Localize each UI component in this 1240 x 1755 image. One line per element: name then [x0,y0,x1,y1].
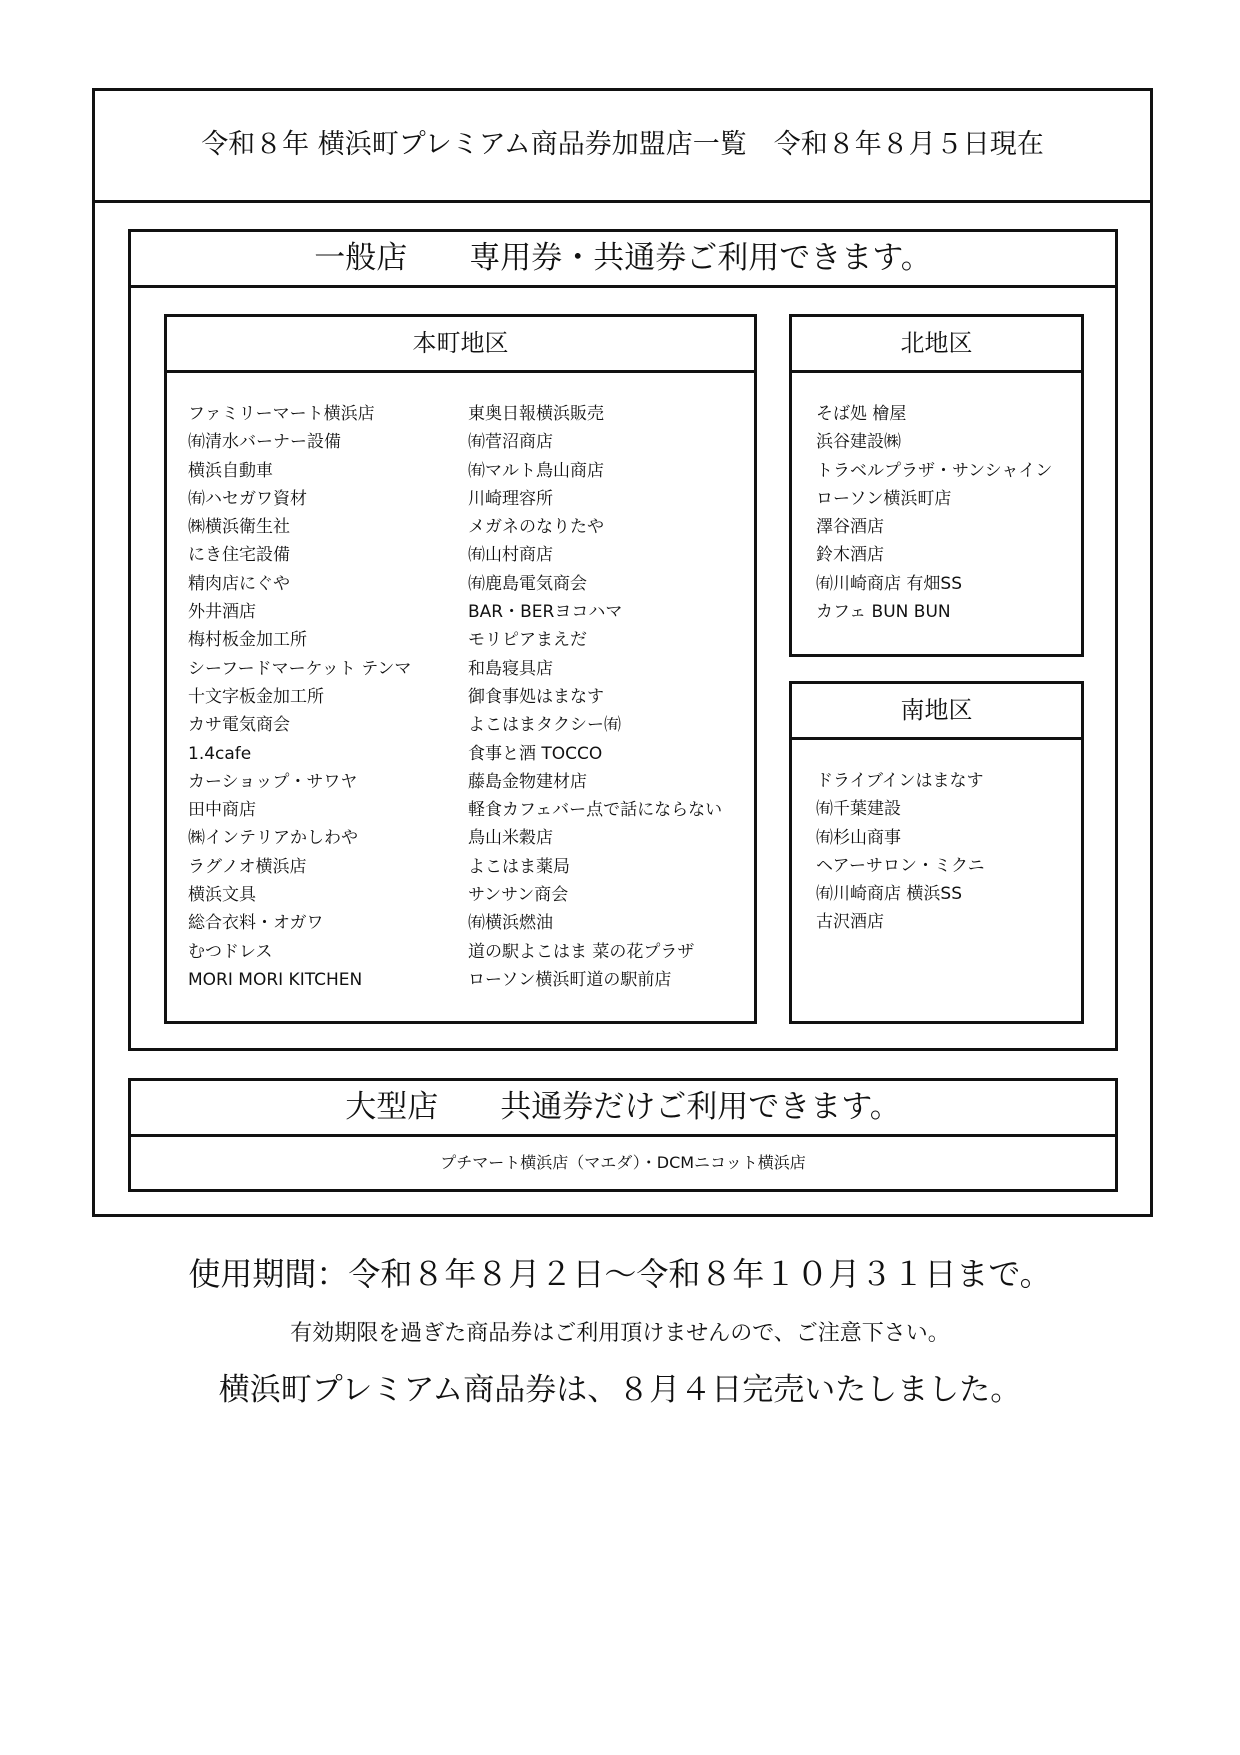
sold-out-note: 横浜町プレミアム商品券は、８月４日完売いたしました。 [218,1372,1022,1408]
shop-list-item: ㈱インテリアかしわや [188,828,358,849]
north-district-heading: 北地区 [900,329,973,357]
shop-list-item: 御食事処はまなす [468,686,604,707]
shop-list-item: 総合衣料・オガワ [188,913,324,934]
large-stores-heading: 大型店 共通券だけご利用できます。 [345,1089,901,1125]
shop-list-item: よこはまタクシー㈲ [468,715,621,736]
main-district-shop-list-left [188,400,458,994]
shop-list-item: ㈲ハセガワ資材 [188,488,307,509]
shop-list-item: ㈲千葉建設 [816,799,901,820]
shop-list-item: ㈲杉山商事 [816,827,901,848]
shop-list-item: カフェ BUN BUN [816,602,951,623]
shop-list-item: ローソン横浜町道の駅前店 [468,969,672,990]
shop-list-item: 古沢酒店 [816,912,884,933]
south-district-heading: 南地区 [900,696,973,724]
shop-list-item: そば処 檜屋 [816,404,907,424]
shop-list-item: ㈲菅沼商店 [468,432,553,453]
shop-list-item: 鈴木酒店 [816,545,884,566]
shop-list-item: ファミリーマート横浜店 [188,404,375,424]
shop-list-item: 和島寝具店 [468,658,553,679]
main-district-divider [164,370,757,373]
shop-list-item: ラグノオ横浜店 [188,856,307,877]
shop-list-item: 田中商店 [188,800,256,821]
shop-list-item: メガネのなりたや [468,517,604,538]
shop-list-item: カーショップ・サワヤ [188,771,358,792]
shop-list-item: ㈱横浜衛生社 [188,517,290,538]
shop-list-item: 東奥日報横浜販売 [468,404,604,424]
shop-list-item: 浜谷建設㈱ [816,432,901,453]
shop-list-item: よこはま薬局 [468,856,570,877]
general-stores-heading: 一般店 専用券・共通券ご利用できます。 [314,240,932,276]
north-district-divider [789,370,1084,373]
north-district-shop-list [816,400,1081,626]
shop-list-item: ㈲清水バーナー設備 [188,432,341,453]
shop-list-item: ドライブインはまなす [816,771,984,791]
shop-list-item: ㈲川崎商店 有畑SS [816,573,962,594]
main-district-heading: 本町地区 [412,329,509,357]
shop-list-item: カサ電気商会 [188,715,290,736]
shop-list-item: モリピアまえだ [468,630,587,651]
title-divider [92,200,1153,203]
shop-list-item: 横浜文具 [188,885,256,906]
shop-list-item: ローソン横浜町店 [816,488,952,509]
shop-list-item: サンサン商会 [468,885,569,906]
shop-list-item: にき住宅設備 [188,545,290,566]
shop-list-item: 梅村板金加工所 [188,630,307,651]
shop-list-item: ㈲山村商店 [468,545,553,566]
south-district-divider [789,737,1084,740]
shop-list-item: 外井酒店 [188,602,256,623]
shop-list-item: ㈲川崎商店 横浜SS [816,884,962,905]
shop-list-item: 澤谷酒店 [816,517,884,538]
shop-list-item: MORI MORI KITCHEN [188,969,363,990]
general-heading-divider [128,285,1118,288]
shop-list-item: 精肉店にぐや [188,573,290,594]
shop-list-item: トラベルプラザ・サンシャイン [816,460,1053,481]
shop-list-item: ㈲横浜燃油 [468,913,553,934]
main-district-shop-list-right [468,400,753,994]
shop-list-item: BAR・BERヨコハマ [468,602,623,623]
shop-list-item: 横浜自動車 [188,460,273,481]
shop-list-item: シーフードマーケット テンマ [188,658,412,679]
shop-list-item: 藤島金物建材店 [468,771,587,792]
shop-list-item: 道の駅よこはま 菜の花プラザ [468,941,695,962]
shop-list-item: 食事と酒 TOCCO [468,743,603,764]
usage-period-note: 使用期間：令和８年８月２日～令和８年１０月３１日まで。 [188,1255,1052,1293]
shop-list-item: 十文字板金加工所 [188,686,324,707]
shop-list-item: むつドレス [188,941,273,962]
document-title: 令和８年 横浜町プレミアム商品券加盟店一覧 令和８年８月５日現在 [201,129,1044,160]
shop-list-item: 川崎理容所 [468,488,553,509]
expiry-caution-note: 有効期限を過ぎた商品券はご利用頂けませんので、ご注意下さい。 [290,1321,950,1346]
shop-list-item: 軽食カフェバー点で話にならない [468,800,723,821]
large-stores-list: プチマート横浜店（マエダ）・DCMニコット横浜店 [440,1153,806,1172]
shop-list-item: 鳥山米穀店 [468,828,553,849]
shop-list-item: ㈲鹿島電気商会 [468,573,587,594]
shop-list-item: 1.4cafe [188,743,252,764]
shop-list-item: ㈲マルト鳥山商店 [468,460,604,481]
shop-list-item: ヘアーサロン・ミクニ [816,855,985,876]
south-district-shop-list [816,767,1081,937]
